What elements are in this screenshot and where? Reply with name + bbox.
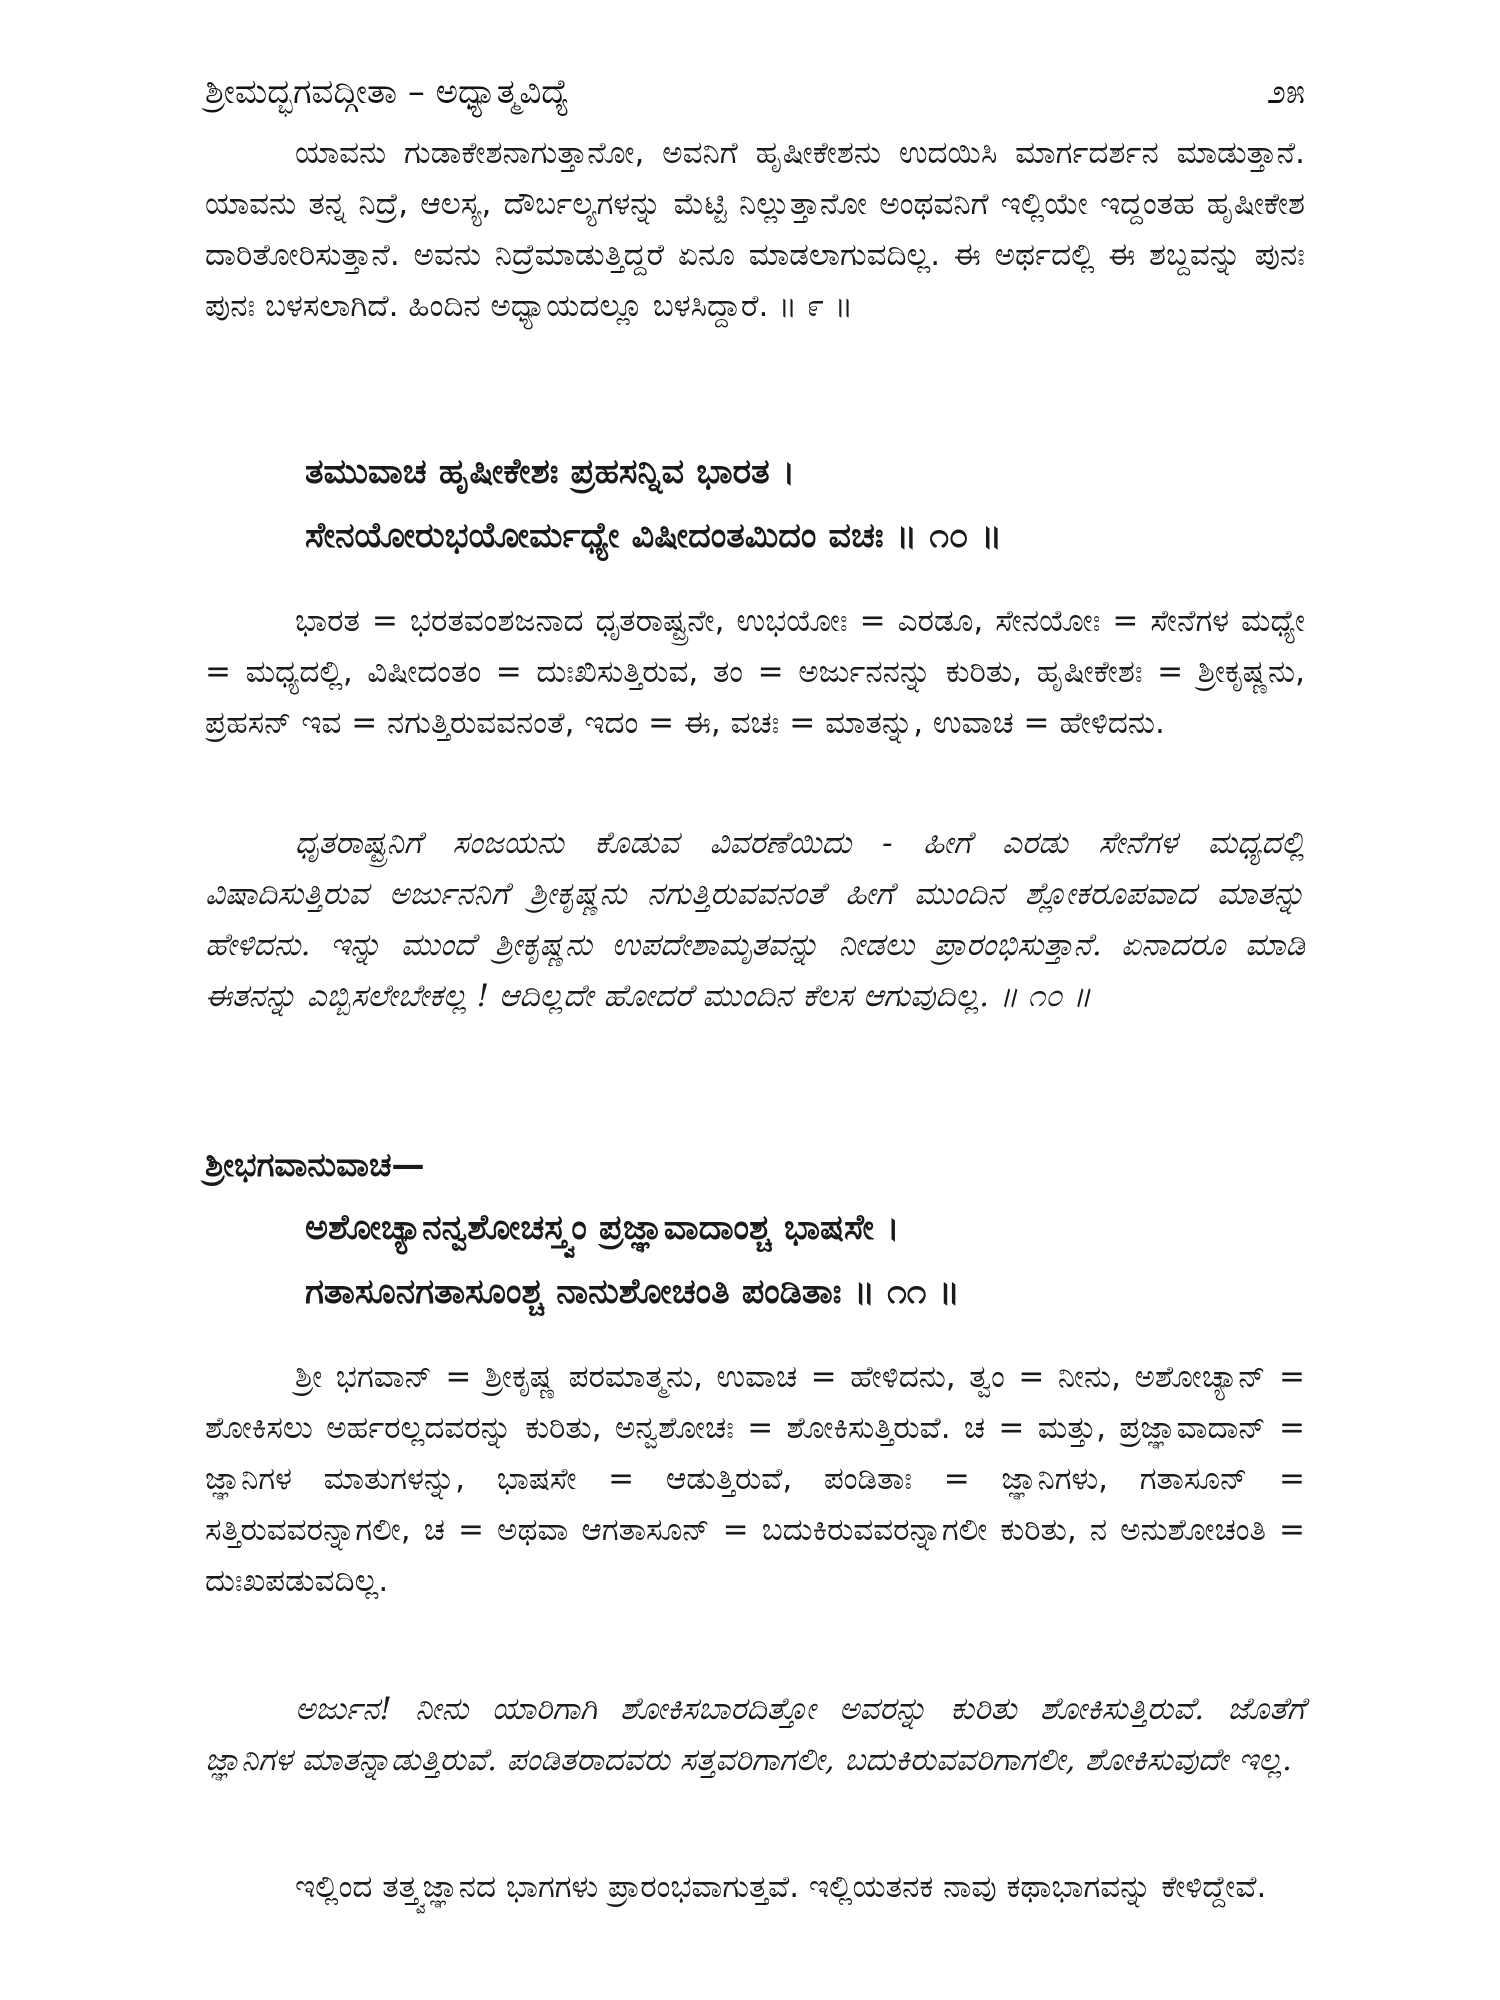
commentary-10 <box>205 818 1305 1022</box>
verse-line: ತಮುವಾಚ ಹೃಷೀಕೇಶಃ ಪ್ರಹಸನ್ನಿವ ಭಾರತ । <box>305 452 796 492</box>
page-number: ೨೫ <box>1266 72 1305 112</box>
verse-line: ಅಶೋಚ್ಯಾನನ್ವಶೋಚಸ್ತ್ವಂ ಪ್ರಜ್ಞಾವಾದಾಂಶ್ಚ ಭಾಷಸೇ । <box>305 1208 900 1248</box>
word-meaning-10 <box>205 596 1305 749</box>
commentary-text: ಧೃತರಾಷ್ಟ್ರನಿಗೆ ಸಂಜಯನು ಕೊಡುವ ವಿವರಣೆಯಿದು - ಹೀಗೆ ಎರಡು ಸೇನೆಗಳ ಮಧ್ಯದಲ್ಲಿ ವಿಷಾದಿಸುತ್ತಿರುವ ಅರ್ಜುನನಿಗೆ ಶ್ರೀಕೃಷ್ಣನು ನಗುತ್ತಿರುವವನಂತೆ ಹೀಗೆ ಮುಂದಿನ ಶ್ಲೋಕರೂಪವಾದ ಮಾತನ್ನು ಹೇಳಿದನು. ಇನ್ನು ಮುಂದೆ ಶ್ರೀಕೃಷ್ಣನು ಉಪದೇಶಾಮೃತವನ್ನು ನೀಡಲು ಪ್ರಾರಂಭಿಸುತ್ತಾನೆ. ಏನಾದರೂ ಮಾಡಿ ಈತನನ್ನು ಎಬ್ಬಿಸಲೇಬೇಕಲ್ಲ ! ಆದಿಲ್ಲದೇ ಹೋದರೆ ಮುಂದಿನ ಕೆಲಸ ಆಗುವುದಿಲ್ಲ. ॥ ೧೦ ॥ <box>205 825 1305 1014</box>
verse-11 <box>305 1196 1305 1324</box>
paragraph-text: ಯಾವನು ಗುಡಾಕೇಶನಾಗುತ್ತಾನೋ, ಅವನಿಗೆ ಹೃಷೀಕೇಶನು ಉದಯಿಸಿ ಮಾರ್ಗದರ್ಶನ ಮಾಡುತ್ತಾನೆ. ಯಾವನು ತನ್ನ ನಿದ್ರೆ, ಆಲಸ್ಯ, ದೌರ್ಬಲ್ಯಗಳನ್ನು ಮೆಟ್ಟಿ ನಿಲ್ಲುತ್ತಾನೋ ಅಂಥವನಿಗೆ ಇಲ್ಲಿಯೇ ಇದ್ದಂತಹ ಹೃಷೀಕೇಶ ದಾರಿತೋರಿಸುತ್ತಾನೆ. ಅವನು ನಿದ್ರೆಮಾಡುತ್ತಿದ್ದರೆ ಏನೂ ಮಾಡಲಾಗುವದಿಲ್ಲ. ಈ ಅರ್ಥದಲ್ಲಿ ಈ ಶಬ್ದವನ್ನು ಪುನಃ ಪುನಃ ಬಳಸಲಾಗಿದೆ. ಹಿಂದಿನ ಅಧ್ಯಾಯದಲ್ಲೂ ಬಳಸಿದ್ದಾರೆ. ॥ ೯ ॥ <box>205 135 1305 324</box>
paragraph-closing <box>205 1862 1305 1913</box>
paragraph-intro <box>205 128 1305 332</box>
commentary-text: ಅರ್ಜುನ! ನೀನು ಯಾರಿಗಾಗಿ ಶೋಕಿಸಬಾರದಿತ್ತೋ ಅವರನ್ನು ಕುರಿತು ಶೋಕಿಸುತ್ತಿರುವೆ. ಜೊತೆಗೆ ಜ್ಞಾನಿಗಳ ಮಾತನ್ನಾಡುತ್ತಿರುವೆ. ಪಂಡಿತರಾದವರು ಸತ್ತವರಿಗಾಗಲೀ, ಬದುಕಿರುವವರಿಗಾಗಲೀ, ಶೋಕಿಸುವುದೇ ಇಲ್ಲ. <box>205 1691 1305 1778</box>
running-header <box>205 62 1305 122</box>
verse-line: ಗತಾಸೂನಗತಾಸೂಂಶ್ಚ ನಾನುಶೋಚಂತಿ ಪಂಡಿತಾಃ ॥ ೧೧ ॥ <box>305 1272 960 1312</box>
verse-10 <box>305 440 1305 568</box>
word-meaning-text: ಶ್ರೀ ಭಗವಾನ್ = ಶ್ರೀಕೃಷ್ಣ ಪರಮಾತ್ಮನು, ಉವಾಚ = ಹೇಳಿದನು, ತ್ವಂ = ನೀನು, ಅಶೋಚ್ಯಾನ್ = ಶೋಕಿಸಲು ಅರ್ಹರಲ್ಲದವರನ್ನು ಕುರಿತು, ಅನ್ವಶೋಚಃ = ಶೋಕಿಸುತ್ತಿರುವೆ. ಚ = ಮತ್ತು, ಪ್ರಜ್ಞಾವಾದಾನ್ = ಜ್ಞಾನಿಗಳ ಮಾತುಗಳನ್ನು, ಭಾಷಸೇ = ಆಡುತ್ತಿರುವೆ, ಪಂಡಿತಾಃ = ಜ್ಞಾನಿಗಳು, ಗತಾಸೂನ್ = ಸತ್ತಿರುವವರನ್ನಾಗಲೀ, ಚ = ಅಥವಾ ಆಗತಾಸೂನ್ = ಬದುಕಿರುವವರನ್ನಾಗಲೀ ಕುರಿತು, ನ ಅನುಶೋಚಂತಿ = ದುಃಖಪಡುವದಿಲ್ಲ. <box>205 1359 1305 1599</box>
verse-line: ಸೇನಯೋರುಭಯೋರ್ಮಧ್ಯೇ ವಿಷೀದಂತಮಿದಂ ವಚಃ ॥ ೧೦ ॥ <box>305 516 1003 556</box>
word-meaning-text: ಭಾರತ = ಭರತವಂಶಜನಾದ ಧೃತರಾಷ್ಟ್ರನೇ, ಉಭಯೋಃ = ಎರಡೂ, ಸೇನಯೋಃ = ಸೇನೆಗಳ ಮಧ್ಯೇ = ಮಧ್ಯದಲ್ಲಿ, ವಿಷೀದಂತಂ = ದುಃಖಿಸುತ್ತಿರುವ, ತಂ = ಅರ್ಜುನನನ್ನು ಕುರಿತು, ಹೃಷೀಕೇಶಃ = ಶ್ರೀಕೃಷ್ಣನು, ಪ್ರಹಸನ್ ಇವ = ನಗುತ್ತಿರುವವನಂತೆ, ಇದಂ = ಈ, ವಚಃ = ಮಾತನ್ನು, ಉವಾಚ = ಹೇಳಿದನು. <box>205 603 1305 741</box>
word-meaning-11 <box>205 1352 1305 1607</box>
speaker-heading: ಶ್ರೀಭಗವಾನುವಾಚ— <box>205 1145 425 1184</box>
paragraph-text: ಇಲ್ಲಿಂದ ತತ್ತ್ವಜ್ಞಾನದ ಭಾಗಗಳು ಪ್ರಾರಂಭವಾಗುತ್ತವೆ. ಇಲ್ಲಿಯತನಕ ನಾವು ಕಥಾಭಾಗವನ್ನು ಕೇಳಿದ್ದೇವೆ. <box>295 1869 1267 1905</box>
running-title: ಶ್ರೀಮದ್ಭಗವದ್ಗೀತಾ – ಅಧ್ಯಾತ್ಮವಿದ್ಯೆ <box>205 72 570 112</box>
commentary-11 <box>205 1684 1305 1786</box>
